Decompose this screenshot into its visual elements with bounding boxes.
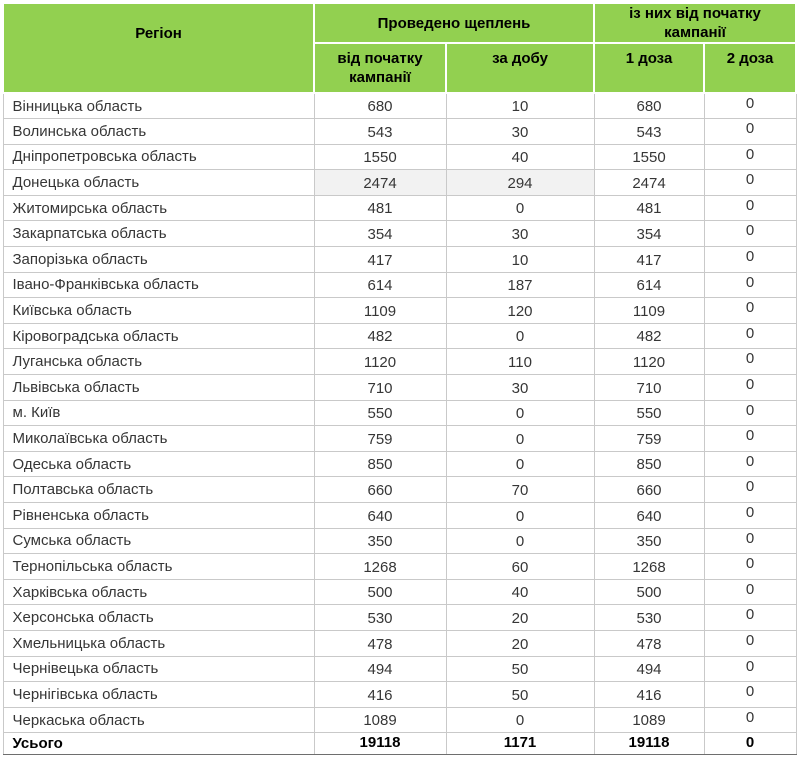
per-day-value-cell: 294 bbox=[446, 170, 594, 196]
dose2-value-cell: 0 bbox=[704, 349, 796, 375]
per-day-value-cell: 0 bbox=[446, 426, 594, 452]
dose1-value-cell: 680 bbox=[594, 93, 704, 119]
dose1-value-cell: 614 bbox=[594, 272, 704, 298]
region-name-cell: Вінницька область bbox=[3, 93, 314, 119]
dose1-value-cell: 1268 bbox=[594, 554, 704, 580]
table-row bbox=[3, 195, 796, 221]
since-campaign-value-cell: 494 bbox=[314, 656, 446, 682]
region-name-cell: Львівська область bbox=[3, 375, 314, 401]
column-header-per-day: за добу bbox=[446, 43, 594, 93]
since-campaign-value-cell: 614 bbox=[314, 272, 446, 298]
region-name-cell: Полтавська область bbox=[3, 477, 314, 503]
region-name-cell: Луганська область bbox=[3, 349, 314, 375]
total-dose1-cell: 19118 bbox=[594, 733, 704, 755]
per-day-value-cell: 20 bbox=[446, 605, 594, 631]
dose2-value-cell: 0 bbox=[704, 707, 796, 733]
per-day-value-cell: 60 bbox=[446, 554, 594, 580]
dose2-value-cell: 0 bbox=[704, 656, 796, 682]
column-header-since-campaign-start-label: від початку кампанії bbox=[337, 50, 423, 86]
per-day-value-cell: 0 bbox=[446, 451, 594, 477]
total-dose2-cell: 0 bbox=[704, 733, 796, 755]
dose2-value-cell: 0 bbox=[704, 298, 796, 324]
since-campaign-value-cell: 543 bbox=[314, 119, 446, 145]
dose1-value-cell: 350 bbox=[594, 528, 704, 554]
region-name-cell: Черкаська область bbox=[3, 707, 314, 733]
column-header-region: Регіон bbox=[3, 3, 314, 93]
dose1-value-cell: 710 bbox=[594, 375, 704, 401]
since-campaign-value-cell: 417 bbox=[314, 247, 446, 273]
per-day-value-cell: 0 bbox=[446, 400, 594, 426]
dose1-value-cell: 660 bbox=[594, 477, 704, 503]
since-campaign-value-cell: 2474 bbox=[314, 170, 446, 196]
region-name-cell: Київська область bbox=[3, 298, 314, 324]
table-row bbox=[3, 323, 796, 349]
since-campaign-value-cell: 500 bbox=[314, 579, 446, 605]
table-row bbox=[3, 298, 796, 324]
region-name-cell: Івано-Франківська область bbox=[3, 272, 314, 298]
table-header bbox=[3, 3, 796, 93]
per-day-value-cell: 110 bbox=[446, 349, 594, 375]
per-day-value-cell: 10 bbox=[446, 93, 594, 119]
since-campaign-value-cell: 850 bbox=[314, 451, 446, 477]
dose1-value-cell: 640 bbox=[594, 503, 704, 529]
region-name-cell: Дніпропетровська область bbox=[3, 144, 314, 170]
dose2-value-cell: 0 bbox=[704, 195, 796, 221]
dose1-value-cell: 1550 bbox=[594, 144, 704, 170]
table-row bbox=[3, 707, 796, 733]
header-group-row bbox=[3, 3, 796, 43]
dose1-value-cell: 543 bbox=[594, 119, 704, 145]
dose2-value-cell: 0 bbox=[704, 247, 796, 273]
table-row bbox=[3, 247, 796, 273]
column-group-vaccinations-done bbox=[314, 3, 594, 43]
table-row bbox=[3, 272, 796, 298]
dose1-value-cell: 500 bbox=[594, 579, 704, 605]
region-name-cell: Херсонська область bbox=[3, 605, 314, 631]
dose2-value-cell: 0 bbox=[704, 554, 796, 580]
dose1-value-cell: 550 bbox=[594, 400, 704, 426]
per-day-value-cell: 10 bbox=[446, 247, 594, 273]
region-name-cell: Чернівецька область bbox=[3, 656, 314, 682]
region-name-cell: Сумська область bbox=[3, 528, 314, 554]
table-row bbox=[3, 605, 796, 631]
per-day-value-cell: 50 bbox=[446, 656, 594, 682]
dose1-value-cell: 354 bbox=[594, 221, 704, 247]
total-per-day-cell: 1171 bbox=[446, 733, 594, 755]
table-row bbox=[3, 554, 796, 580]
table-footer bbox=[3, 733, 796, 755]
table-row bbox=[3, 656, 796, 682]
dose1-value-cell: 1120 bbox=[594, 349, 704, 375]
region-name-cell: Тернопільська область bbox=[3, 554, 314, 580]
dose1-value-cell: 759 bbox=[594, 426, 704, 452]
region-name-cell: Запорізька область bbox=[3, 247, 314, 273]
since-campaign-value-cell: 482 bbox=[314, 323, 446, 349]
since-campaign-value-cell: 710 bbox=[314, 375, 446, 401]
per-day-value-cell: 30 bbox=[446, 375, 594, 401]
dose2-value-cell: 0 bbox=[704, 272, 796, 298]
dose1-value-cell: 494 bbox=[594, 656, 704, 682]
region-name-cell: Донецька область bbox=[3, 170, 314, 196]
column-group-vaccinations-done-label: Проведено щеплень bbox=[377, 14, 531, 32]
per-day-value-cell: 0 bbox=[446, 323, 594, 349]
per-day-value-cell: 50 bbox=[446, 682, 594, 708]
table-row bbox=[3, 144, 796, 170]
table-row bbox=[3, 221, 796, 247]
total-since-campaign-cell: 19118 bbox=[314, 733, 446, 755]
since-campaign-value-cell: 660 bbox=[314, 477, 446, 503]
dose2-value-cell: 0 bbox=[704, 119, 796, 145]
table-body bbox=[3, 93, 796, 733]
dose2-value-cell: 0 bbox=[704, 400, 796, 426]
dose1-value-cell: 850 bbox=[594, 451, 704, 477]
dose2-value-cell: 0 bbox=[704, 528, 796, 554]
table-row bbox=[3, 451, 796, 477]
table-row bbox=[3, 579, 796, 605]
table-row bbox=[3, 477, 796, 503]
region-name-cell: Миколаївська область bbox=[3, 426, 314, 452]
since-campaign-value-cell: 481 bbox=[314, 195, 446, 221]
per-day-value-cell: 0 bbox=[446, 707, 594, 733]
column-header-dose2: 2 доза bbox=[704, 43, 796, 93]
region-name-cell: Житомирська область bbox=[3, 195, 314, 221]
dose2-value-cell: 0 bbox=[704, 630, 796, 656]
since-campaign-value-cell: 416 bbox=[314, 682, 446, 708]
region-name-cell: Закарпатська область bbox=[3, 221, 314, 247]
per-day-value-cell: 30 bbox=[446, 119, 594, 145]
dose2-value-cell: 0 bbox=[704, 93, 796, 119]
per-day-value-cell: 40 bbox=[446, 144, 594, 170]
since-campaign-value-cell: 759 bbox=[314, 426, 446, 452]
since-campaign-value-cell: 530 bbox=[314, 605, 446, 631]
per-day-value-cell: 0 bbox=[446, 528, 594, 554]
per-day-value-cell: 20 bbox=[446, 630, 594, 656]
dose1-value-cell: 1089 bbox=[594, 707, 704, 733]
dose2-value-cell: 0 bbox=[704, 375, 796, 401]
region-name-cell: Харківська область bbox=[3, 579, 314, 605]
dose1-value-cell: 416 bbox=[594, 682, 704, 708]
table-row bbox=[3, 93, 796, 119]
table-row bbox=[3, 119, 796, 145]
table-row bbox=[3, 503, 796, 529]
column-group-since-campaign-label: із них від початку кампанії bbox=[629, 5, 761, 41]
table-row bbox=[3, 528, 796, 554]
per-day-value-cell: 40 bbox=[446, 579, 594, 605]
dose2-value-cell: 0 bbox=[704, 605, 796, 631]
table-row bbox=[3, 630, 796, 656]
dose2-value-cell: 0 bbox=[704, 426, 796, 452]
total-row bbox=[3, 733, 796, 755]
since-campaign-value-cell: 1089 bbox=[314, 707, 446, 733]
table-row bbox=[3, 426, 796, 452]
table-row bbox=[3, 170, 796, 196]
since-campaign-value-cell: 1109 bbox=[314, 298, 446, 324]
dose1-value-cell: 478 bbox=[594, 630, 704, 656]
dose2-value-cell: 0 bbox=[704, 323, 796, 349]
dose1-value-cell: 481 bbox=[594, 195, 704, 221]
dose2-value-cell: 0 bbox=[704, 451, 796, 477]
since-campaign-value-cell: 680 bbox=[314, 93, 446, 119]
per-day-value-cell: 187 bbox=[446, 272, 594, 298]
per-day-value-cell: 0 bbox=[446, 195, 594, 221]
region-name-cell: Одеська область bbox=[3, 451, 314, 477]
since-campaign-value-cell: 350 bbox=[314, 528, 446, 554]
dose1-value-cell: 1109 bbox=[594, 298, 704, 324]
vaccination-table bbox=[2, 2, 797, 755]
dose2-value-cell: 0 bbox=[704, 682, 796, 708]
column-header-dose1: 1 доза bbox=[594, 43, 704, 93]
column-group-since-campaign bbox=[594, 3, 796, 43]
since-campaign-value-cell: 550 bbox=[314, 400, 446, 426]
since-campaign-value-cell: 1120 bbox=[314, 349, 446, 375]
since-campaign-value-cell: 640 bbox=[314, 503, 446, 529]
dose1-value-cell: 482 bbox=[594, 323, 704, 349]
dose1-value-cell: 417 bbox=[594, 247, 704, 273]
dose1-value-cell: 530 bbox=[594, 605, 704, 631]
dose2-value-cell: 0 bbox=[704, 503, 796, 529]
region-name-cell: Волинська область bbox=[3, 119, 314, 145]
table-row bbox=[3, 400, 796, 426]
table-row bbox=[3, 375, 796, 401]
per-day-value-cell: 0 bbox=[446, 503, 594, 529]
dose2-value-cell: 0 bbox=[704, 477, 796, 503]
table-row bbox=[3, 349, 796, 375]
total-label-cell: Усього bbox=[3, 733, 314, 755]
region-name-cell: м. Київ bbox=[3, 400, 314, 426]
dose2-value-cell: 0 bbox=[704, 144, 796, 170]
column-header-since-campaign-start bbox=[314, 43, 446, 93]
per-day-value-cell: 120 bbox=[446, 298, 594, 324]
since-campaign-value-cell: 1550 bbox=[314, 144, 446, 170]
per-day-value-cell: 70 bbox=[446, 477, 594, 503]
dose2-value-cell: 0 bbox=[704, 170, 796, 196]
dose2-value-cell: 0 bbox=[704, 579, 796, 605]
per-day-value-cell: 30 bbox=[446, 221, 594, 247]
region-name-cell: Чернігівська область bbox=[3, 682, 314, 708]
since-campaign-value-cell: 354 bbox=[314, 221, 446, 247]
vaccination-table-container bbox=[2, 2, 797, 755]
region-name-cell: Хмельницька область bbox=[3, 630, 314, 656]
since-campaign-value-cell: 1268 bbox=[314, 554, 446, 580]
region-name-cell: Рівненська область bbox=[3, 503, 314, 529]
dose2-value-cell: 0 bbox=[704, 221, 796, 247]
region-name-cell: Кіровоградська область bbox=[3, 323, 314, 349]
table-row bbox=[3, 682, 796, 708]
dose1-value-cell: 2474 bbox=[594, 170, 704, 196]
since-campaign-value-cell: 478 bbox=[314, 630, 446, 656]
